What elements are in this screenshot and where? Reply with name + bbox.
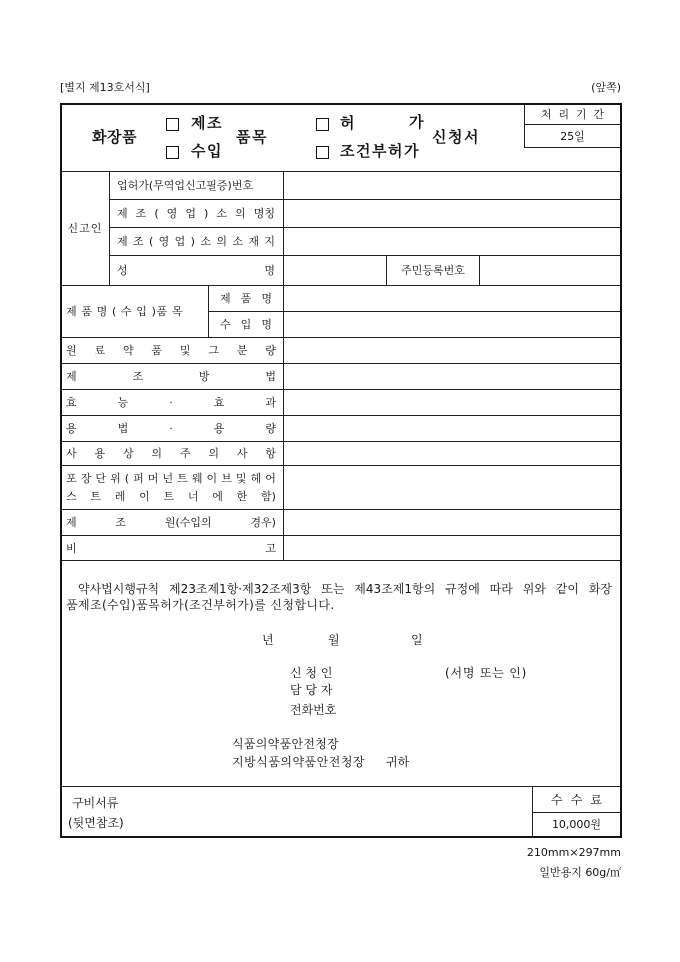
date-day-label: 일 [411,633,423,647]
date-month-label: 월 [328,633,340,647]
license-number-field[interactable] [284,172,621,200]
efficacy-label [66,397,276,408]
fee-value: 10,000원 [551,818,602,831]
text-segment: 사 [236,447,248,460]
text-segment: 과 [265,396,276,409]
text-segment: 능 [117,396,129,409]
facility-name-label-cell [110,200,284,228]
text-segment: 포 [66,472,77,485]
license-number-label-cell [110,172,284,200]
text-segment: 함) [261,490,276,503]
text-segment: ( [149,235,154,248]
manufacturing-method-field[interactable] [284,364,621,390]
text-segment: 영 [166,207,178,220]
remarks-label [66,543,276,554]
name-field[interactable] [284,256,387,286]
text-segment: 트 [163,490,175,503]
text-segment: 이 [139,490,150,503]
required-documents-note: (뒷면참조) [68,816,124,830]
text-segment: 기 [575,107,587,121]
text-segment: · [169,422,173,435]
text-segment: 처 [541,107,552,121]
signature-note: (서명 또는 인) [445,666,528,680]
facility-name-label [117,208,275,219]
text-segment: 효 [66,396,77,409]
text-segment: 료 [94,344,106,357]
text-segment: 량 [265,344,276,357]
text-segment: 의 [208,447,219,460]
manufacturer-field[interactable] [284,510,621,536]
text-segment: 상 [122,447,134,460]
facility-address-label-cell [110,228,284,256]
text-segment: 원 [66,344,77,357]
text-segment: 어 [265,472,276,485]
text-segment: 의 [235,207,246,220]
packaging-unit-field[interactable] [284,466,621,510]
applicant-section-cell [61,172,110,286]
text-segment: 같이 [555,582,579,596]
resident-number-label: 주민등록번호 [401,264,465,277]
dosage-label [66,423,276,434]
packaging-unit-label-cell [61,466,284,510]
processing-period-label-cell [524,104,621,125]
recipient-ministry: 식품의약품안전청장 [232,737,340,751]
text-segment: 조 [135,207,147,220]
applicant-signature-label: 신 청 인 [290,666,333,680]
import-name-label [220,319,272,330]
text-segment: 조 [115,516,127,529]
efficacy-label-cell [61,390,284,416]
import-checkbox[interactable] [166,146,179,159]
import-name-field[interactable] [284,312,621,338]
text-segment: 품 [240,292,252,305]
conditional-permit-checkbox[interactable] [316,146,329,159]
product-name-label-cell [209,286,284,312]
text-segment: 명 [264,264,275,277]
import-name-label-cell [209,312,284,338]
text-segment: 주 [179,447,191,460]
text-segment: 한 [236,490,248,503]
manufacture-checkbox[interactable] [166,118,179,131]
text-segment: 의 [216,235,227,248]
text-segment: 재 [248,235,259,248]
text-segment: 장 [80,472,92,485]
product-name-label [220,293,272,304]
declaration-text-line-1 [78,583,612,595]
processing-period-value: 25일 [560,129,585,143]
manufacture-option-label: 제조 [191,114,223,132]
dosage-field[interactable] [284,416,621,442]
text-segment: 넌 [162,472,174,485]
text-segment: 레 [114,490,126,503]
manufacturer-label-cell [61,510,284,536]
product-name-field[interactable] [284,286,621,312]
text-segment: 소 [200,235,211,248]
permit-label-char-2: 가 [409,113,425,131]
text-segment: · [169,396,173,409]
text-segment: 명칭 [253,207,275,220]
text-segment: 너 [187,490,199,503]
text-segment: 량 [265,422,276,435]
text-segment: 간 [593,107,604,121]
text-segment: ( [124,472,130,485]
text-segment: 수 [551,792,563,807]
remarks-field[interactable] [284,536,621,561]
text-segment: 트 [90,490,102,503]
text-segment: 의 [151,447,163,460]
text-segment: 분 [236,344,248,357]
text-segment: 위와 [522,582,546,596]
text-segment: 제 [117,235,128,248]
text-segment: 지 [264,235,275,248]
text-segment: 수 [220,318,231,331]
text-segment: 명 [261,318,272,331]
manufacturing-method-label-cell [61,364,284,390]
text-segment: 그 [208,344,219,357]
text-segment: 경우) [250,516,276,529]
officer-label: 담 당 자 [290,683,333,697]
text-segment: ) [204,207,209,220]
remarks-label-cell [61,536,284,561]
manufacturing-method-label [66,371,276,382]
text-segment: 조 [133,235,144,248]
ingredients-field[interactable] [284,338,621,364]
text-segment: 료 [590,792,602,807]
text-segment: 항 [265,447,276,460]
efficacy-field[interactable] [284,390,621,416]
recipient-regional-office: 지방식품의약품안전청장 [232,755,366,769]
fee-value-cell [533,813,621,837]
permit-label-char-1: 허 [340,114,356,132]
text-segment: 비 [66,541,77,555]
precautions-label [66,448,276,459]
resident-number-label-cell [387,256,480,286]
text-segment: 용 [66,422,77,435]
title-suffix: 신청서 [432,128,480,146]
product-group-label: 제 품 명 ( 수 입 )품 목 [66,305,184,318]
page-side: (앞쪽) [591,81,621,94]
text-segment: 제23조제1항·제32조제3항 [169,582,312,596]
item-word: 품목 [236,128,268,146]
conditional-permit-label: 조건부허가 [340,142,420,160]
text-segment: 따라 [489,582,513,596]
paper-size: 210mm×297mm [526,846,621,859]
import-option-label: 수입 [191,142,223,160]
text-segment: 화장 [588,582,612,596]
text-segment: 명 [261,292,272,305]
precautions-field[interactable] [284,442,621,466]
text-segment: ) [190,235,195,248]
text-segment: 소 [232,235,243,248]
ingredients-label-cell [61,338,284,364]
text-segment: 조 [132,370,144,383]
text-segment: 머 [147,472,159,485]
permit-checkbox[interactable] [316,118,329,131]
precautions-label-cell [61,442,284,466]
text-segment: 트 [177,472,188,485]
text-segment: 스 [66,490,77,503]
text-segment: 효 [213,396,225,409]
text-segment: 법 [265,370,276,383]
facility-name-field[interactable] [284,200,621,228]
text-segment: 수 [570,792,583,807]
packaging-unit-label-line-2 [66,491,276,502]
text-segment: 웨 [191,472,203,485]
required-documents-cell [61,787,533,837]
text-segment: 및 [235,472,247,485]
text-segment: 용 [213,422,225,435]
text-segment: 헤 [250,472,262,485]
text-segment: 위 [110,472,121,485]
text-segment: 품 [151,344,163,357]
ingredients-label [66,345,276,356]
text-segment: 이 [206,472,218,485]
declaration-text-line-2: 품제조(수입)품목허가(조건부허가)를 신청합니다. [66,598,335,612]
processing-period-label [541,109,604,120]
text-segment: 용 [94,447,106,460]
text-segment: 단 [95,472,107,485]
name-label-cell [110,256,284,286]
text-segment: 약 [122,344,134,357]
text-segment: 규정에 [445,582,480,596]
honorific: 귀하 [386,755,410,769]
manufacturer-label [66,517,276,528]
fee-label [551,794,602,806]
product-group-cell [61,286,209,338]
text-segment: 제 [66,516,77,529]
facility-address-field[interactable] [284,228,621,256]
name-label [117,265,275,276]
license-number-label: 업허가(무역업신고필증)번호 [117,179,254,192]
text-segment: 제 [220,292,231,305]
phone-label: 전화번호 [290,703,337,717]
text-segment: 사 [66,447,77,460]
required-documents-label: 구비서류 [72,796,119,810]
text-segment: 퍼 [133,472,144,485]
text-segment: 또는 [321,582,345,596]
text-segment: 브 [221,472,232,485]
text-segment: 약사법시행규칙 [78,582,160,596]
text-segment: 고 [265,541,276,555]
text-segment: 업 [185,207,196,220]
dosage-label-cell [61,416,284,442]
text-segment: ( [154,207,159,220]
text-segment: 및 [179,344,191,357]
text-segment: 성 [117,264,128,277]
text-segment: 업 [174,235,186,248]
text-segment: 영 [158,235,170,248]
text-segment: 소 [216,207,227,220]
paper-type: 일반용지 60g/㎡ [539,866,621,879]
text-segment: 제 [117,207,128,220]
text-segment: 에 [212,490,223,503]
form-code: [별지 제13호서식] [60,81,150,94]
text-segment: 리 [558,107,570,121]
date-year-label: 년 [262,633,274,647]
text-segment: 법 [117,422,129,435]
processing-period-value-cell [524,125,621,148]
text-segment: 방 [198,370,210,383]
text-segment: 제 [66,370,77,383]
facility-address-label [117,236,275,247]
title-prefix: 화장품 [92,128,137,146]
fee-label-cell [533,787,621,813]
resident-number-field[interactable] [480,256,621,286]
applicant-section-label: 신고인 [67,222,103,235]
packaging-unit-label-line-1 [66,473,276,484]
text-segment: 입 [240,318,252,331]
text-segment: 원(수입의 [164,516,212,529]
text-segment: 제43조제1항의 [354,582,436,596]
